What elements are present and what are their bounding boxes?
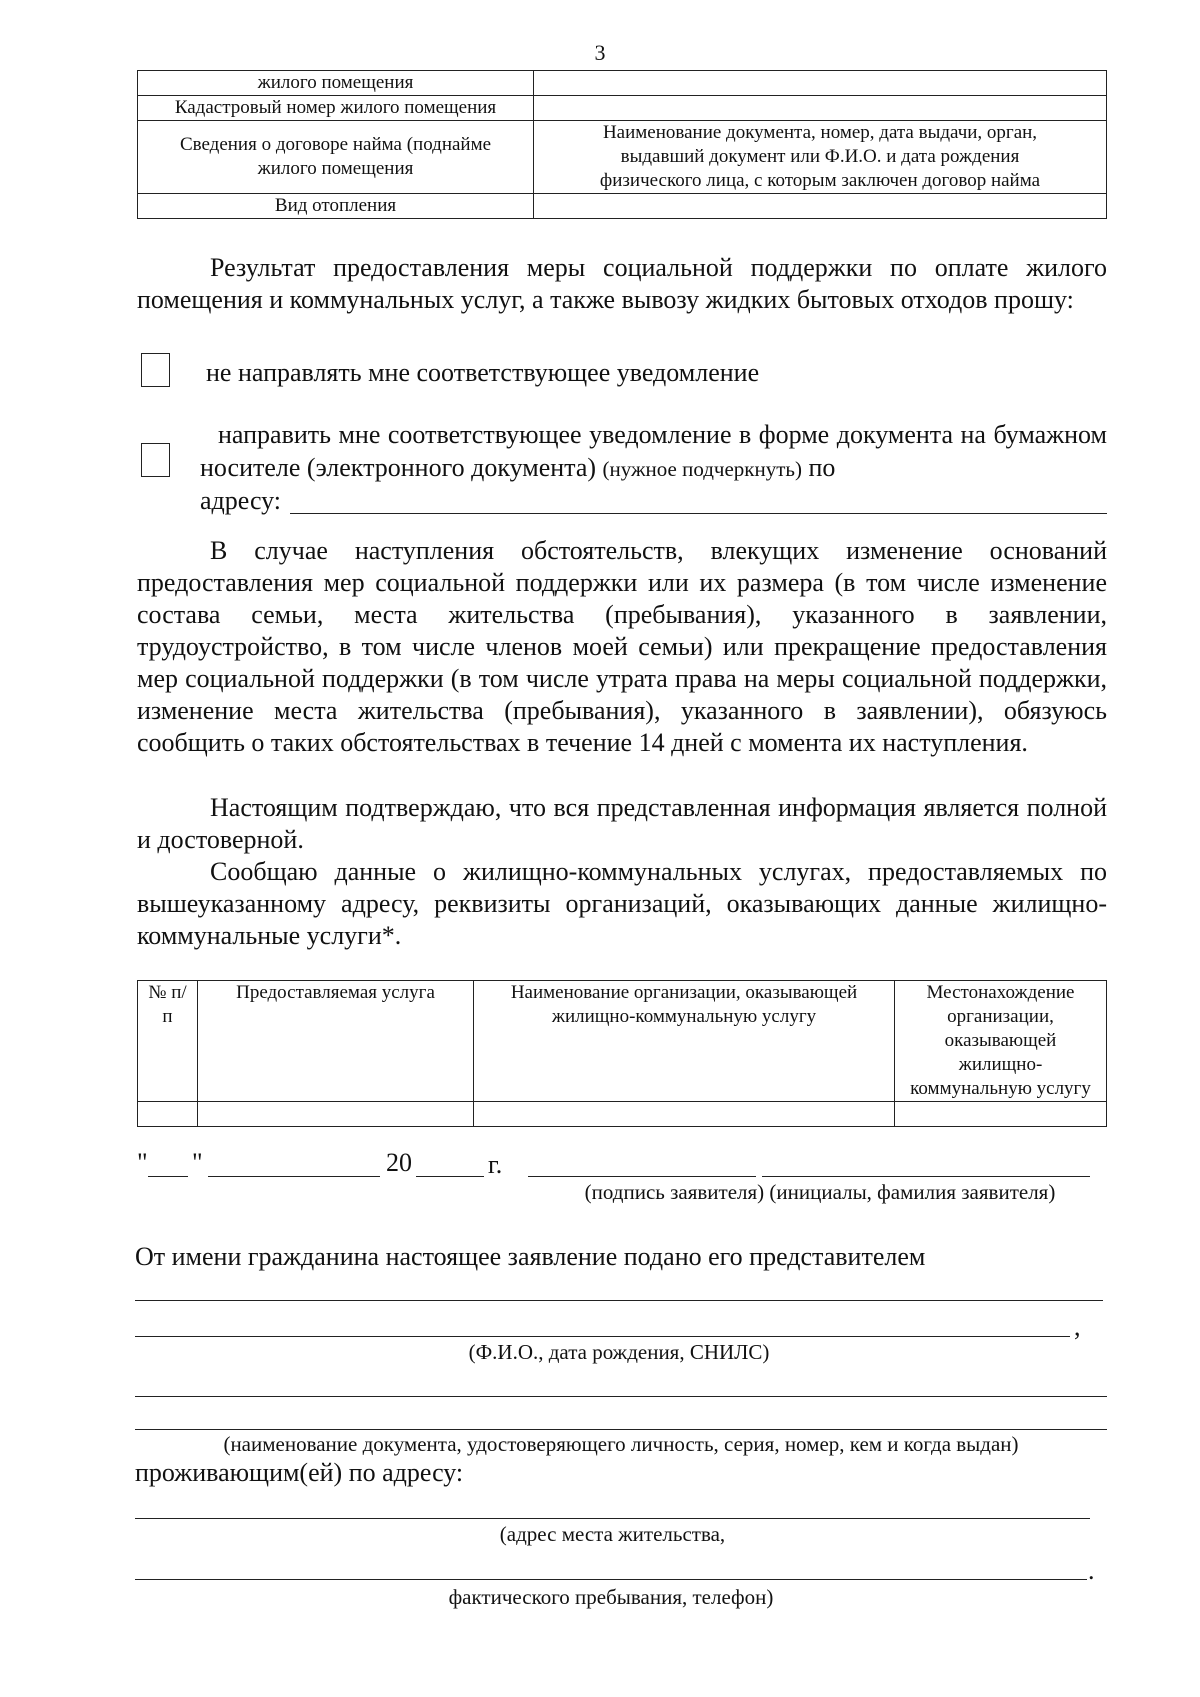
cell-organization[interactable] (474, 1102, 895, 1127)
send-notice-checkbox[interactable] (141, 443, 170, 477)
signature-caption: (подпись заявителя) (инициалы, фамилия заявителя) (584, 1180, 1056, 1204)
date-year-line[interactable] (416, 1176, 484, 1177)
date-year-prefix: 20 (386, 1148, 412, 1177)
row-value[interactable]: Наименование документа, номер, дата выдачи, орган, выдавший документ или Ф.И.О. и дата рождения физического лица, с которым заключен договор найма (534, 121, 1107, 194)
representative-intro: От имени гражданина настоящее заявление подано его представителем (135, 1242, 926, 1271)
confirm-paragraph: Настоящим подтверждаю, что вся представленная информация является полной и достоверной. (137, 793, 1107, 854)
date-day-line[interactable] (148, 1176, 188, 1177)
residence-caption: (адрес места жительства, (499, 1522, 726, 1546)
stay-caption: фактического пребывания, телефон) (448, 1585, 774, 1609)
obligation-paragraph: В случае наступления обстоятельств, влекущих изменение оснований предоставления мер социальной поддержки или их размера (в том числе изменение состава семьи, места жительства (пребывания), указанного в заявлении, трудоустройство, в том числе членов моей семьи) или прекращение предоставления мер социальной поддержки (в том числе утрата права на меры социальной поддержки, изменение места жительства (пребывания), указанного в заявлении), обязуюсь сообщить о таких обстоятельствах в течение 14 дней с момента их наступления. (137, 536, 1107, 757)
document-line-1[interactable] (135, 1396, 1107, 1397)
initials-line[interactable] (762, 1176, 1090, 1177)
table-row (138, 1102, 1107, 1127)
send-notice-main: направить мне соответствующее уведомление в форме документа на бумажном носителе (электронного документа) (200, 420, 1107, 482)
signature-line[interactable] (528, 1176, 756, 1177)
address-label: адресу: (200, 486, 282, 515)
send-notice-hint: (нужное подчеркнуть) (602, 457, 802, 481)
property-table (137, 70, 1107, 219)
col-organization-header: Наименование организации, оказывающей жилищно-коммунальную услугу (474, 981, 895, 1102)
col-number-header: № п/ п (138, 981, 198, 1102)
page-number: 3 (594, 40, 606, 65)
date-month-line[interactable] (208, 1176, 380, 1177)
row-label: Сведения о договоре найма (поднайме жилого помещения (138, 121, 534, 194)
row-value[interactable] (534, 194, 1107, 219)
col-service-header: Предоставляемая услуга (198, 981, 474, 1102)
row-label: Вид отопления (138, 194, 534, 219)
row-label: жилого помещения (138, 71, 534, 96)
row-value[interactable] (534, 71, 1107, 96)
send-notice-label (200, 418, 1107, 486)
residing-label: проживающим(ей) по адресу: (135, 1458, 464, 1487)
cell-location[interactable] (895, 1102, 1107, 1127)
representative-line-1[interactable] (135, 1300, 1103, 1301)
stay-period: . (1088, 1556, 1095, 1585)
send-notice-tail: по (808, 453, 836, 482)
date-day-close-quote: " (192, 1148, 203, 1177)
date-day-open-quote: " (137, 1148, 148, 1177)
stay-address-line[interactable] (135, 1579, 1087, 1580)
table-row (138, 194, 1107, 219)
cell-service[interactable] (198, 1102, 474, 1127)
representative-comma: , (1074, 1312, 1081, 1341)
services-table (137, 980, 1107, 1127)
no-notice-checkbox[interactable] (141, 353, 170, 387)
table-header-row (138, 981, 1107, 1102)
col-location-header: Местонахождение организации, оказывающей жилищно-коммунальную услугу (895, 981, 1107, 1102)
representative-line-2[interactable] (135, 1336, 1070, 1337)
cell-number[interactable] (138, 1102, 198, 1127)
row-value[interactable] (534, 96, 1107, 121)
address-input-line[interactable] (290, 513, 1107, 514)
table-row (138, 71, 1107, 96)
table-row (138, 96, 1107, 121)
row-label: Кадастровый номер жилого помещения (138, 96, 534, 121)
fio-caption: (Ф.И.О., дата рождения, СНИЛС) (468, 1340, 770, 1364)
document-line-2[interactable] (135, 1429, 1107, 1430)
result-paragraph: Результат предоставления меры социальной поддержки по оплате жилого помещения и коммунальных услуг, а также вывозу жидких бытовых отходов прошу: (137, 253, 1107, 314)
residence-address-line[interactable] (135, 1518, 1090, 1519)
services-paragraph: Сообщаю данные о жилищно-коммунальных услугах, предоставляемых по вышеуказанному адресу, реквизиты организаций, оказывающих данные жилищно-коммунальные услуги*. (137, 857, 1107, 950)
date-year-suffix: г. (488, 1150, 503, 1179)
table-row (138, 121, 1107, 194)
no-notice-label: не направлять мне соответствующее уведомление (206, 358, 760, 387)
document-caption: (наименование документа, удостоверяющего личность, серия, номер, кем и когда выдан) (223, 1432, 1019, 1456)
